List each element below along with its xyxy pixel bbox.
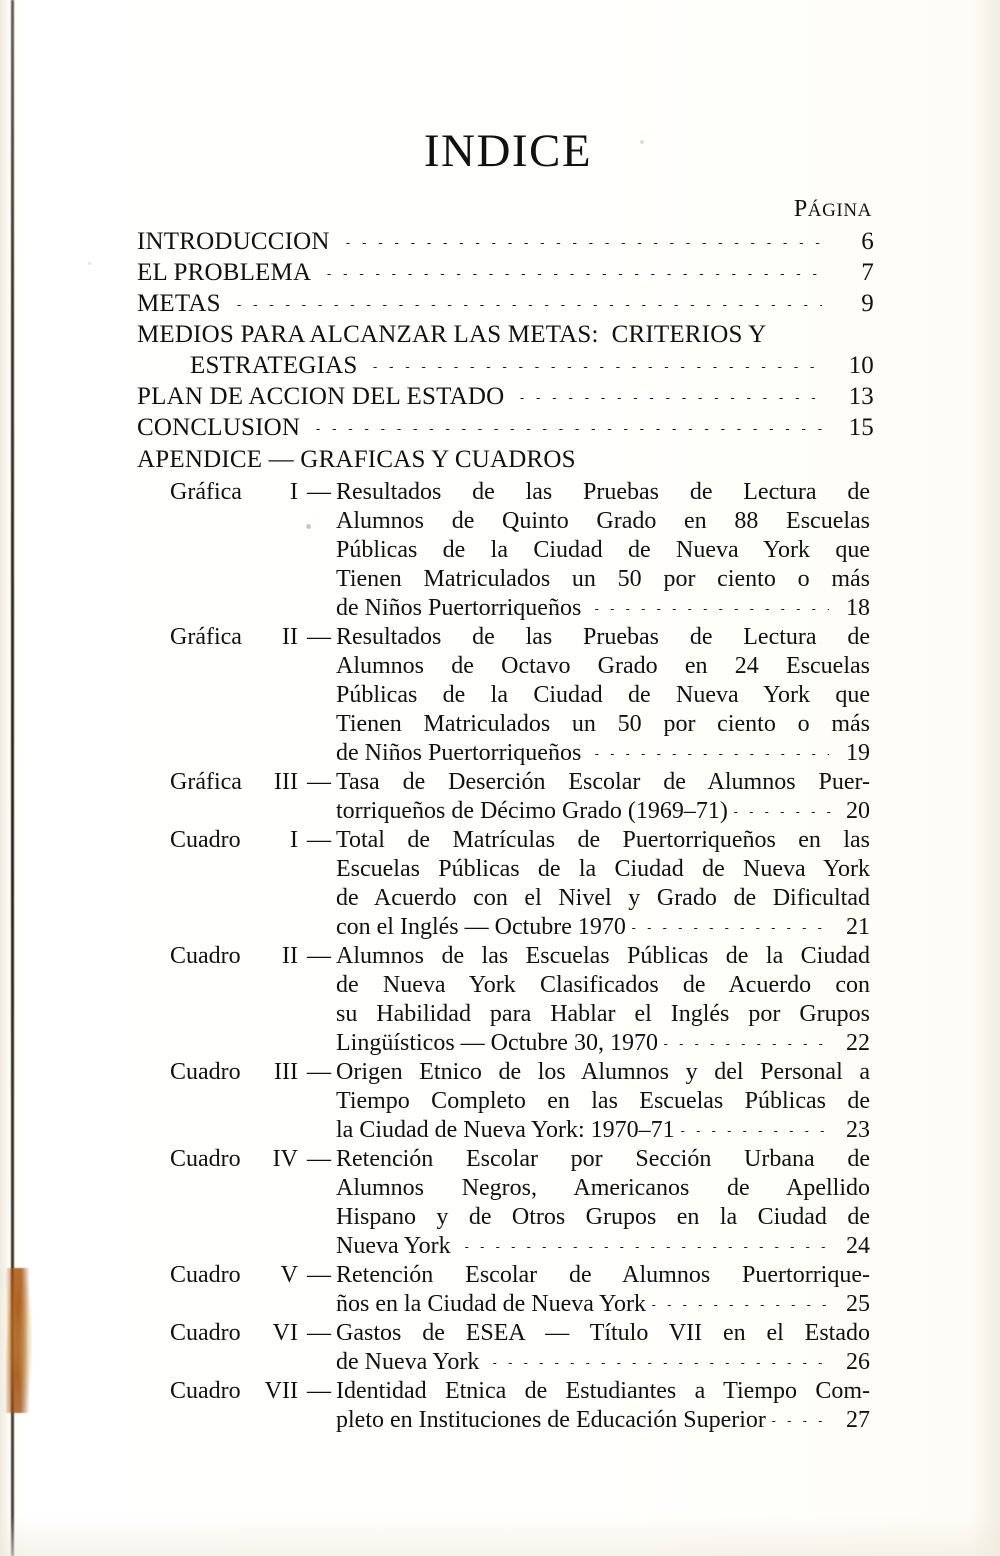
toc-appendix-entry[interactable] bbox=[170, 768, 870, 826]
toc-appendix-line-text: pleto en Instituciones de Educación Superior bbox=[336, 1407, 766, 1433]
page-column-header bbox=[794, 196, 872, 223]
toc-appendix-entry-kind: Gráfica bbox=[170, 769, 242, 795]
toc-appendix-entry-label bbox=[170, 1319, 302, 1348]
toc-entry-page-number: 18 bbox=[846, 595, 870, 621]
toc-appendix-entry-numeral: III bbox=[274, 769, 298, 795]
toc-appendix-text-line bbox=[336, 797, 870, 826]
toc-appendix-entry-text bbox=[336, 768, 870, 826]
toc-appendix-line-text: Alumnos de Octavo Grado en 24 Escuelas bbox=[336, 653, 870, 679]
toc-entry-page-number: 21 bbox=[846, 914, 870, 940]
toc-appendix-text-line bbox=[336, 971, 870, 1000]
toc-appendix-entry[interactable] bbox=[170, 1145, 870, 1261]
toc-entry-page-number: 9 bbox=[861, 290, 874, 317]
toc-appendix-line-text: de Acuerdo con el Nivel y Grado de Dificultad bbox=[336, 885, 870, 911]
toc-appendix-entry-text bbox=[336, 478, 870, 623]
toc-appendix-entry-numeral: V bbox=[280, 1262, 298, 1288]
toc-appendix-entry-text bbox=[336, 942, 870, 1058]
toc-appendix-entry-label bbox=[170, 1058, 302, 1087]
page-right-edge-shading bbox=[970, 0, 1000, 1556]
toc-appendix-entry[interactable] bbox=[170, 826, 870, 942]
toc-appendix-text-line bbox=[336, 1406, 870, 1435]
toc-appendix-line-text: Tienen Matriculados un 50 por ciento o más bbox=[336, 566, 870, 592]
toc-appendix-entry[interactable] bbox=[170, 1319, 870, 1377]
toc-appendix-entry-label bbox=[170, 942, 302, 971]
toc-appendix-text-line bbox=[336, 855, 870, 884]
toc-entry-label: INTRODUCCION bbox=[137, 228, 330, 255]
toc-entry-page-number: 24 bbox=[846, 1233, 870, 1259]
toc-appendix-line-text: Resultados de las Pruebas de Lectura de bbox=[336, 479, 870, 505]
toc-appendix-entry-label bbox=[170, 826, 302, 855]
toc-appendix-line-text: Total de Matrículas de Puertorriqueños en las bbox=[336, 827, 870, 853]
toc-appendix-text-line bbox=[336, 739, 870, 768]
toc-entry-page-number: 15 bbox=[848, 414, 874, 441]
toc-appendix-entry-numeral: VI bbox=[272, 1320, 298, 1346]
toc-appendix-line-text: Públicas de la Ciudad de Nueva York que bbox=[336, 682, 870, 708]
toc-appendix-line-text: Tasa de Deserción Escolar de Alumnos Puer- bbox=[336, 769, 870, 795]
dot-leader bbox=[459, 1247, 829, 1248]
toc-appendix-line-text: Lingüísticos — Octubre 30, 1970 bbox=[336, 1030, 658, 1056]
toc-entry-page-number: 23 bbox=[846, 1117, 870, 1143]
toc-appendix-line-text: la Ciudad de Nueva York: 1970–71 bbox=[336, 1117, 675, 1143]
toc-entry-page-number: 7 bbox=[861, 259, 874, 286]
toc-appendix-text-line bbox=[336, 594, 870, 623]
toc-appendix-line-text: torriqueños de Décimo Grado (1969–71) bbox=[336, 798, 728, 824]
toc-appendix-text-line bbox=[336, 1029, 870, 1058]
toc-appendix-line-text: Alumnos Negros, Americanos de Apellido bbox=[336, 1175, 870, 1201]
page-title: INDICE bbox=[423, 125, 593, 177]
toc-appendix-line-text: su Habilidad para Hablar el Inglés por Grupos bbox=[336, 1001, 870, 1027]
dot-leader bbox=[626, 928, 831, 929]
toc-appendix-text-line bbox=[336, 1087, 870, 1116]
toc-appendix-entry-numeral: I bbox=[290, 827, 298, 853]
toc-entry-page-number: 22 bbox=[846, 1030, 870, 1056]
toc-appendix-entry-label bbox=[170, 1261, 302, 1290]
toc-appendix-line-text: Tienen Matriculados un 50 por ciento o más bbox=[336, 711, 870, 737]
toc-appendix-entry-kind: Cuadro bbox=[170, 943, 241, 969]
em-dash-separator: — bbox=[307, 943, 331, 969]
toc-entry-row[interactable] bbox=[137, 228, 874, 259]
toc-appendix-line-text: de Nueva York Clasificados de Acuerdo con bbox=[336, 972, 870, 998]
toc-appendix-entry-label bbox=[170, 478, 302, 507]
toc-appendix-line-text: de Niños Puertorriqueños bbox=[336, 740, 582, 766]
toc-appendix-entry-text bbox=[336, 826, 870, 942]
em-dash-separator: — bbox=[307, 1320, 331, 1346]
toc-appendix-entry-kind: Cuadro bbox=[170, 1320, 241, 1346]
toc-appendix-entry[interactable] bbox=[170, 1261, 870, 1319]
toc-appendix-entry[interactable] bbox=[170, 942, 870, 1058]
toc-appendix-text-line bbox=[336, 507, 870, 536]
toc-appendix-entry[interactable] bbox=[170, 623, 870, 768]
toc-main-list bbox=[137, 228, 874, 445]
toc-appendix-entry-text bbox=[336, 1145, 870, 1261]
toc-appendix-entry-kind: Cuadro bbox=[170, 827, 241, 853]
toc-entry-page-number: 27 bbox=[846, 1407, 870, 1433]
toc-appendix-line-text: Públicas de la Ciudad de Nueva York que bbox=[336, 537, 870, 563]
scan-speck-artifact bbox=[88, 262, 91, 265]
toc-appendix-text-line bbox=[336, 1290, 870, 1319]
toc-appendix-entry-kind: Cuadro bbox=[170, 1262, 241, 1288]
toc-entry-label: EL PROBLEMA bbox=[137, 259, 312, 286]
toc-appendix-entry-label bbox=[170, 1377, 302, 1406]
toc-entry-page-number: 20 bbox=[846, 798, 870, 824]
em-dash-separator: — bbox=[307, 624, 331, 650]
toc-entry-row[interactable] bbox=[137, 321, 874, 352]
toc-appendix-text-line bbox=[336, 652, 870, 681]
toc-appendix-entry-label bbox=[170, 1145, 302, 1174]
toc-appendix-text-line bbox=[336, 1116, 870, 1145]
toc-appendix-entry[interactable] bbox=[170, 1377, 870, 1435]
dot-leader bbox=[646, 1305, 831, 1306]
dot-leader bbox=[589, 609, 829, 610]
toc-appendix-line-text: Identidad Etnica de Estudiantes a Tiempo Com- bbox=[336, 1378, 870, 1404]
toc-appendix-entry[interactable] bbox=[170, 1058, 870, 1145]
page-bottom-edge-shading bbox=[0, 1516, 1000, 1556]
toc-appendix-text-line bbox=[336, 1261, 870, 1290]
toc-entry-label: CONCLUSION bbox=[137, 414, 301, 441]
toc-appendix-entry-numeral: IV bbox=[272, 1146, 298, 1172]
toc-entry-label: METAS bbox=[137, 290, 221, 317]
toc-appendix-line-text: Alumnos de las Escuelas Públicas de la Ciudad bbox=[336, 943, 870, 969]
toc-appendix-entry-kind: Gráfica bbox=[170, 624, 242, 650]
toc-appendix-line-text: de Niños Puertorriqueños bbox=[336, 595, 582, 621]
toc-appendix-line-text: Tiempo Completo en las Escuelas Públicas de bbox=[336, 1088, 870, 1114]
toc-appendix-line-text: de Nueva York bbox=[336, 1349, 480, 1375]
toc-appendix-line-text: ños en la Ciudad de Nueva York bbox=[336, 1291, 646, 1317]
toc-appendix-entry-kind: Gráfica bbox=[170, 479, 242, 505]
page-column-header-initial: P bbox=[793, 196, 808, 222]
toc-appendix-line-text: Nueva York bbox=[336, 1233, 451, 1259]
em-dash-separator: — bbox=[307, 769, 331, 795]
toc-entry-row[interactable] bbox=[137, 290, 874, 321]
toc-appendix-entry-numeral: III bbox=[274, 1059, 298, 1085]
toc-entry-label: PLAN DE ACCION DEL ESTADO bbox=[137, 383, 505, 410]
dot-leader bbox=[487, 1363, 829, 1364]
toc-appendix-text-line bbox=[336, 1203, 870, 1232]
toc-appendix-text-line bbox=[336, 1174, 870, 1203]
em-dash-separator: — bbox=[307, 1146, 331, 1172]
toc-appendix-entry-numeral: VII bbox=[264, 1378, 298, 1404]
toc-appendix-line-text: Retención Escolar por Sección Urbana de bbox=[336, 1146, 870, 1172]
toc-appendix-text-line bbox=[336, 826, 870, 855]
toc-entry-page-number: 6 bbox=[861, 228, 874, 255]
toc-appendix-text-line bbox=[336, 710, 870, 739]
em-dash-separator: — bbox=[307, 1059, 331, 1085]
toc-entry-row[interactable] bbox=[137, 383, 874, 414]
toc-entry-page-number: 19 bbox=[846, 740, 870, 766]
toc-appendix-text-line bbox=[336, 768, 870, 797]
toc-appendix-entry-kind: Cuadro bbox=[170, 1146, 241, 1172]
toc-appendix-text-line bbox=[336, 478, 870, 507]
toc-appendix-text-line bbox=[336, 565, 870, 594]
appendix-heading: APENDICE — GRAFICAS Y CUADROS bbox=[137, 446, 576, 473]
toc-appendix-text-line bbox=[336, 1232, 870, 1261]
toc-entry-page-number: 25 bbox=[846, 1291, 870, 1317]
em-dash-separator: — bbox=[307, 1262, 331, 1288]
toc-appendix-text-line bbox=[336, 884, 870, 913]
toc-appendix-text-line bbox=[336, 1145, 870, 1174]
dot-leader bbox=[321, 274, 822, 275]
dot-leader bbox=[776, 336, 822, 337]
toc-appendix-text-line bbox=[336, 1000, 870, 1029]
toc-entry-row[interactable] bbox=[137, 414, 874, 445]
em-dash-separator: — bbox=[307, 827, 331, 853]
toc-appendix-entry[interactable] bbox=[170, 478, 870, 623]
em-dash-separator: — bbox=[307, 479, 331, 505]
toc-entry-label: MEDIOS PARA ALCANZAR LAS METAS: CRITERIOS Y bbox=[137, 321, 767, 348]
toc-appendix-text-line bbox=[336, 1348, 870, 1377]
em-dash-separator: — bbox=[307, 1378, 331, 1404]
staple-rust-stain-artifact bbox=[6, 1268, 32, 1413]
toc-appendix-text-line bbox=[336, 1319, 870, 1348]
toc-appendix-text-line bbox=[336, 1058, 870, 1087]
toc-appendix-line-text: Alumnos de Quinto Grado en 88 Escuelas bbox=[336, 508, 870, 534]
dot-leader bbox=[675, 1131, 831, 1132]
toc-appendix-entry-text bbox=[336, 1377, 870, 1435]
toc-appendix-entry-label bbox=[170, 623, 302, 652]
dot-leader bbox=[658, 1044, 831, 1045]
dot-leader bbox=[589, 754, 829, 755]
toc-appendix-text-line bbox=[336, 1377, 870, 1406]
toc-appendix-line-text: Resultados de las Pruebas de Lectura de bbox=[336, 624, 870, 650]
toc-appendix-list bbox=[170, 478, 870, 1435]
toc-appendix-entry-text bbox=[336, 623, 870, 768]
dot-leader bbox=[728, 812, 831, 813]
toc-appendix-text-line bbox=[336, 942, 870, 971]
toc-entry-page-number: 10 bbox=[848, 352, 874, 379]
toc-appendix-line-text: Hispano y de Otros Grupos en la Ciudad de bbox=[336, 1204, 870, 1230]
toc-appendix-entry-numeral: II bbox=[282, 624, 298, 650]
toc-appendix-entry-label bbox=[170, 768, 302, 797]
page-column-header-text: ÁGINA bbox=[807, 200, 872, 221]
dot-leader bbox=[766, 1421, 831, 1422]
toc-appendix-text-line bbox=[336, 536, 870, 565]
toc-entry-label: ESTRATEGIAS bbox=[190, 352, 358, 379]
toc-appendix-entry-kind: Cuadro bbox=[170, 1378, 241, 1404]
dot-leader bbox=[340, 243, 822, 244]
dot-leader bbox=[231, 305, 822, 306]
dot-leader bbox=[310, 429, 822, 430]
toc-appendix-text-line bbox=[336, 681, 870, 710]
toc-appendix-entry-numeral: II bbox=[282, 943, 298, 969]
toc-appendix-entry-numeral: I bbox=[290, 479, 298, 505]
toc-appendix-line-text: Origen Etnico de los Alumnos y del Personal a bbox=[336, 1059, 870, 1085]
dot-leader bbox=[367, 367, 822, 368]
toc-appendix-line-text: Retención Escolar de Alumnos Puertorrique- bbox=[336, 1262, 870, 1288]
toc-appendix-line-text: Gastos de ESEA — Título VII en el Estado bbox=[336, 1320, 870, 1346]
toc-appendix-text-line bbox=[336, 913, 870, 942]
toc-appendix-entry-text bbox=[336, 1319, 870, 1377]
toc-appendix-line-text: con el Inglés — Octubre 1970 bbox=[336, 914, 626, 940]
toc-appendix-text-line bbox=[336, 623, 870, 652]
toc-entry-row[interactable] bbox=[137, 352, 874, 383]
toc-appendix-entry-kind: Cuadro bbox=[170, 1059, 241, 1085]
toc-appendix-entry-text bbox=[336, 1261, 870, 1319]
toc-entry-page-number: 13 bbox=[848, 383, 874, 410]
toc-entry-row[interactable] bbox=[137, 259, 874, 290]
toc-appendix-line-text: Escuelas Públicas de la Ciudad de Nueva York bbox=[336, 856, 870, 882]
toc-entry-page-number: 26 bbox=[846, 1349, 870, 1375]
dot-leader bbox=[514, 398, 822, 399]
toc-appendix-entry-text bbox=[336, 1058, 870, 1145]
